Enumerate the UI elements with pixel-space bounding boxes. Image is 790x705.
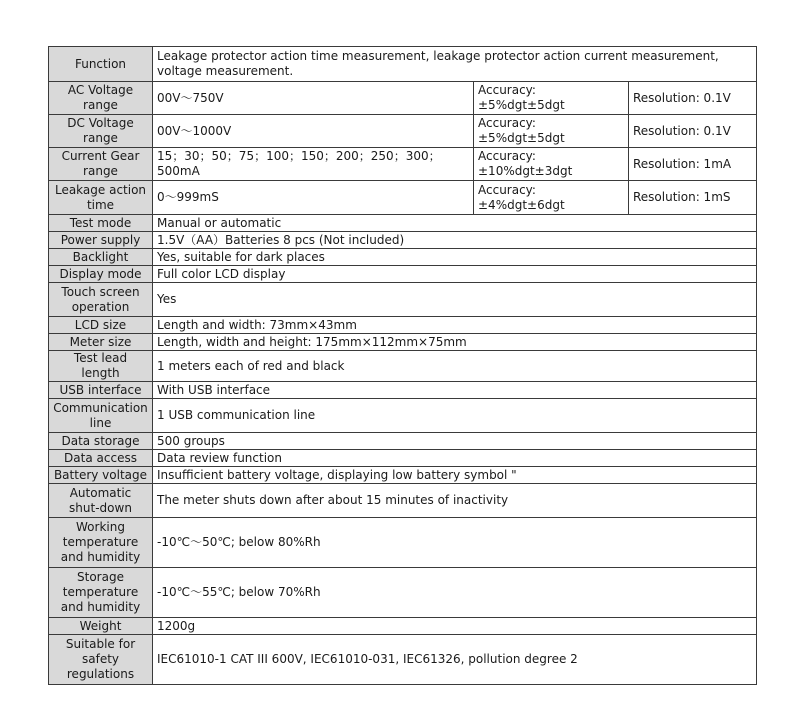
row-power-supply xyxy=(49,232,757,249)
value-test-lead-length: 1 meters each of red and black xyxy=(153,351,757,382)
value-working-temperature: -10℃～50℃; below 80%Rh xyxy=(153,518,757,568)
label-battery-voltage: Battery voltage xyxy=(49,467,153,484)
row-meter-size xyxy=(49,334,757,351)
label-touch-screen-operation: Touch screen operation xyxy=(49,283,153,317)
value-current-gear-range: 15；30；50；75；100；150；200；250；300；500mA xyxy=(153,148,474,181)
row-data-access xyxy=(49,450,757,467)
row-function xyxy=(49,47,757,82)
value-leakage-action-time: 0～999mS xyxy=(153,181,474,215)
value-storage-temperature: -10℃～55℃; below 70%Rh xyxy=(153,568,757,618)
label-dc-voltage-range: DC Voltage range xyxy=(49,115,153,148)
value-test-mode: Manual or automatic xyxy=(153,215,757,232)
row-display-mode xyxy=(49,266,757,283)
label-backlight: Backlight xyxy=(49,249,153,266)
label-weight: Weight xyxy=(49,618,153,635)
value-ac-voltage-range: 00V～750V xyxy=(153,82,474,115)
value-usb-interface: With USB interface xyxy=(153,382,757,399)
accuracy-current-gear: Accuracy: ±10%dgt±3dgt xyxy=(474,148,629,181)
label-safety-regulations: Suitable for safety regulations xyxy=(49,635,153,685)
accuracy-leakage-action-time: Accuracy: ±4%dgt±6dgt xyxy=(474,181,629,215)
value-display-mode: Full color LCD display xyxy=(153,266,757,283)
label-meter-size: Meter size xyxy=(49,334,153,351)
row-leakage-action-time xyxy=(49,181,757,215)
value-automatic-shut-down: The meter shuts down after about 15 minutes of inactivity xyxy=(153,484,757,518)
row-working-temperature xyxy=(49,518,757,568)
value-lcd-size: Length and width: 73mm×43mm xyxy=(153,317,757,334)
row-automatic-shut-down xyxy=(49,484,757,518)
row-data-storage xyxy=(49,433,757,450)
row-battery-voltage xyxy=(49,467,757,484)
value-backlight: Yes, suitable for dark places xyxy=(153,249,757,266)
resolution-ac-voltage: Resolution: 0.1V xyxy=(629,82,757,115)
label-leakage-action-time: Leakage action time xyxy=(49,181,153,215)
accuracy-ac-voltage: Accuracy: ±5%dgt±5dgt xyxy=(474,82,629,115)
row-weight xyxy=(49,618,757,635)
value-dc-voltage-range: 00V～1000V xyxy=(153,115,474,148)
row-storage-temperature xyxy=(49,568,757,618)
row-current-gear-range xyxy=(49,148,757,181)
label-data-access: Data access xyxy=(49,450,153,467)
value-weight: 1200g xyxy=(153,618,757,635)
row-dc-voltage-range xyxy=(49,115,757,148)
value-touch-screen-operation: Yes xyxy=(153,283,757,317)
label-current-gear-range: Current Gear range xyxy=(49,148,153,181)
label-lcd-size: LCD size xyxy=(49,317,153,334)
label-display-mode: Display mode xyxy=(49,266,153,283)
value-data-access: Data review function xyxy=(153,450,757,467)
label-function: Function xyxy=(49,47,153,82)
specification-table xyxy=(48,46,757,685)
label-usb-interface: USB interface xyxy=(49,382,153,399)
row-backlight xyxy=(49,249,757,266)
label-ac-voltage-range: AC Voltage range xyxy=(49,82,153,115)
accuracy-dc-voltage: Accuracy: ±5%dgt±5dgt xyxy=(474,115,629,148)
row-ac-voltage-range xyxy=(49,82,757,115)
resolution-dc-voltage: Resolution: 0.1V xyxy=(629,115,757,148)
value-communication-line: 1 USB communication line xyxy=(153,399,757,433)
label-working-temperature: Working temperature and humidity xyxy=(49,518,153,568)
resolution-leakage-action-time: Resolution: 1mS xyxy=(629,181,757,215)
row-safety-regulations xyxy=(49,635,757,685)
label-test-lead-length: Test lead length xyxy=(49,351,153,382)
value-function: Leakage protector action time measurement, leakage protector action current measurement, voltage measurement. xyxy=(153,47,757,82)
label-test-mode: Test mode xyxy=(49,215,153,232)
resolution-current-gear: Resolution: 1mA xyxy=(629,148,757,181)
label-power-supply: Power supply xyxy=(49,232,153,249)
label-automatic-shut-down: Automatic shut-down xyxy=(49,484,153,518)
label-data-storage: Data storage xyxy=(49,433,153,450)
value-power-supply: 1.5V（AA）Batteries 8 pcs (Not included) xyxy=(153,232,757,249)
row-usb-interface xyxy=(49,382,757,399)
row-test-mode xyxy=(49,215,757,232)
row-test-lead-length xyxy=(49,351,757,382)
row-lcd-size xyxy=(49,317,757,334)
label-communication-line: Communication line xyxy=(49,399,153,433)
row-communication-line xyxy=(49,399,757,433)
value-safety-regulations: IEC61010-1 CAT III 600V, IEC61010-031, IEC61326, pollution degree 2 xyxy=(153,635,757,685)
value-battery-voltage: Insufficient battery voltage, displaying low battery symbol " xyxy=(153,467,757,484)
value-meter-size: Length, width and height: 175mm×112mm×75mm xyxy=(153,334,757,351)
value-data-storage: 500 groups xyxy=(153,433,757,450)
row-touch-screen-operation xyxy=(49,283,757,317)
label-storage-temperature: Storage temperature and humidity xyxy=(49,568,153,618)
